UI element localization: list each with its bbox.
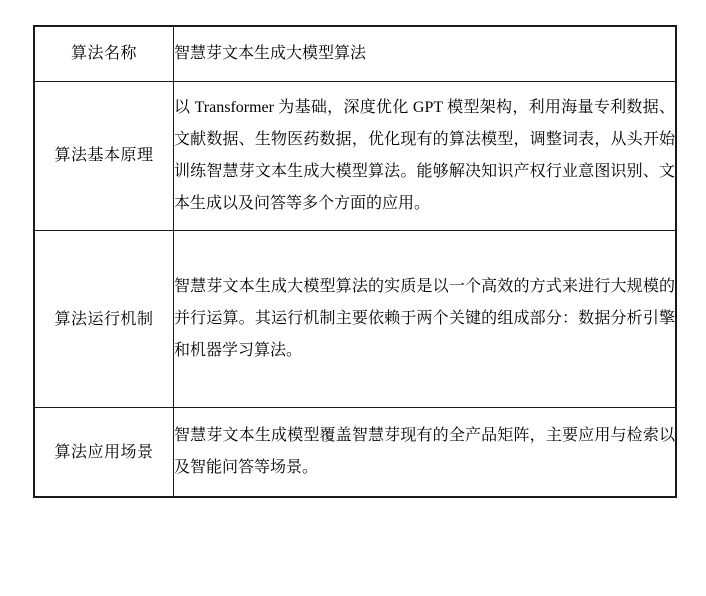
algorithm-info-table bbox=[33, 25, 677, 498]
table-row bbox=[34, 231, 676, 408]
row-label-operating-mechanism: 算法运行机制 bbox=[34, 231, 174, 408]
row-value-application-scenario: 智慧芽文本生成模型覆盖智慧芽现有的全产品矩阵，主要应用与检索以及智能问答等场景。 bbox=[174, 408, 677, 498]
row-label-algorithm-name: 算法名称 bbox=[34, 26, 174, 82]
table-body bbox=[34, 26, 676, 497]
row-label-application-scenario: 算法应用场景 bbox=[34, 408, 174, 498]
row-value-basic-principle: 以 Transformer 为基础，深度优化 GPT 模型架构，利用海量专利数据、文献数据、生物医药数据，优化现有的算法模型，调整词表，从头开始训练智慧芽文本生成大模型算法。能够解决知识产权行业意图识别、文本生成以及问答等多个方面的应用。 bbox=[174, 82, 677, 231]
row-label-basic-principle: 算法基本原理 bbox=[34, 82, 174, 231]
table-row bbox=[34, 82, 676, 231]
row-value-algorithm-name: 智慧芽文本生成大模型算法 bbox=[174, 26, 677, 82]
table-row bbox=[34, 26, 676, 82]
table-row bbox=[34, 408, 676, 498]
row-value-operating-mechanism: 智慧芽文本生成大模型算法的实质是以一个高效的方式来进行大规模的并行运算。其运行机制主要依赖于两个关键的组成部分：数据分析引擎和机器学习算法。 bbox=[174, 231, 677, 408]
